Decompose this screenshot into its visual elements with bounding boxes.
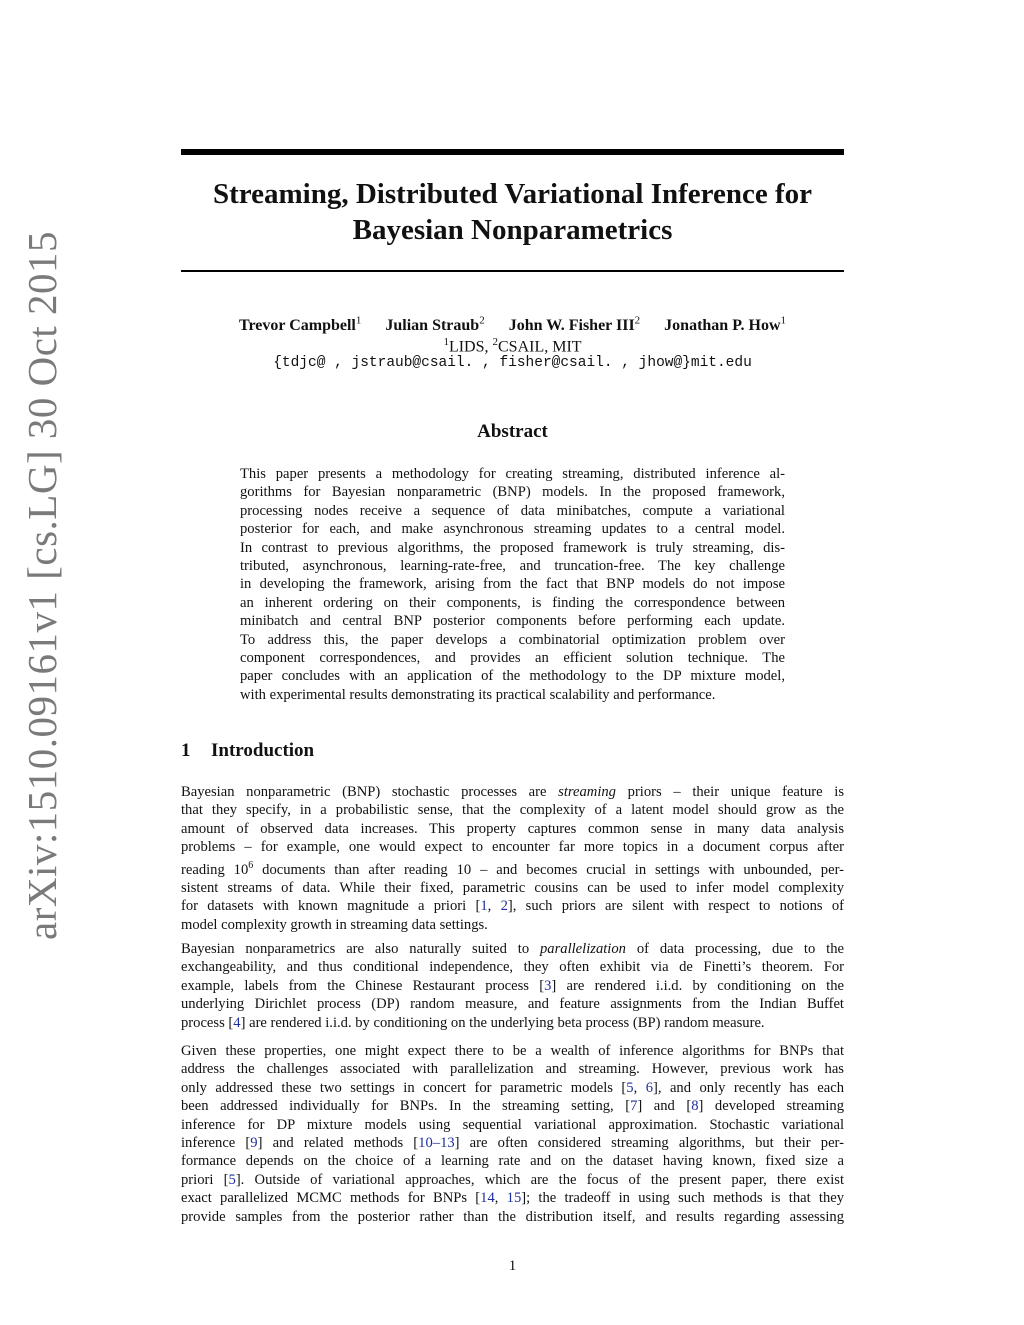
paper-title: [181, 176, 844, 248]
citation-link[interactable]: 2: [500, 898, 508, 915]
author: Jonathan P. How$^1$: [664, 315, 786, 335]
abstract-line: an inherent ordering on their components, is finding the correspondence between: [240, 594, 785, 611]
title-bottom-rule: [181, 270, 844, 272]
citation-link[interactable]: 3: [544, 977, 552, 994]
page-number: 1: [508, 1258, 517, 1274]
title-line: Streaming, Distributed Variational Inference for: [212, 178, 813, 210]
text-line: for datasets with known magnitude a priori [1, 2], such priors are silent with respect to notions of: [181, 898, 845, 915]
citation-link[interactable]: 9: [250, 1135, 258, 1152]
abstract-line: posterior for each, and make asynchronous streaming updates to a central model.: [240, 521, 785, 538]
text-line: Bayesian nonparametric (BNP) stochastic processes are streaming priors – their unique feature is: [181, 784, 844, 800]
author-list: [181, 315, 844, 335]
citation-link[interactable]: 6: [645, 1079, 653, 1096]
citation-link[interactable]: 15: [506, 1190, 522, 1207]
text-line: amount of observed data increases. This property captures common sense in many data analysis: [181, 820, 844, 837]
citation-link[interactable]: 5: [626, 1079, 634, 1096]
abstract-line: tributed, asynchronous, learning-rate-free, and truncation-free. The key challenge: [240, 558, 785, 575]
abstract-line: processing nodes receive a sequence of data minibatches, compute a variational: [240, 502, 785, 519]
author: Trevor Campbell$^1$: [238, 315, 362, 335]
citation-link[interactable]: 14: [480, 1190, 495, 1207]
abstract-line: in developing the framework, arising from the fact that BNP models do not impose: [240, 576, 785, 593]
text-line: inference [9] and related methods [10–13] are often considered streaming algorithms, but their per-: [181, 1135, 844, 1152]
text-line: problems – for example, one would expect to encounter far more topics in a document corpus after: [181, 839, 844, 856]
abstract-line: with experimental results demonstrating its practical scalability and performance.: [240, 686, 716, 703]
abstract-line: In contrast to previous algorithms, the proposed framework is truly streaming, dis-: [240, 539, 785, 556]
text-line: model complexity growth in streaming data settings.: [181, 916, 488, 933]
text-line: example, labels from the Chinese Restaurant process [3] are rendered i.i.d. by conditioning on the: [181, 977, 844, 994]
intro-paragraph-3: [181, 1042, 844, 1226]
text-line: Given these properties, one might expect there to be a wealth of inference algorithms for BNPs that: [181, 1043, 844, 1059]
arxiv-stamp: arXiv:1510.09161v1 [cs.LG] 30 Oct 2015: [19, 230, 65, 940]
abstract-line: To address this, the paper develops a combinatorial optimization problem over: [240, 631, 785, 648]
abstract-line: This paper presents a methodology for creating streaming, distributed inference al-: [240, 466, 785, 482]
text-line: sistent streams of data. While their fixed, parametric cousins can be used to infer model complexity: [181, 879, 844, 896]
text-line: only addressed these two settings in concert for parametric models [5, 6], and only recently has each: [181, 1079, 844, 1096]
citation-link[interactable]: 5: [228, 1171, 236, 1188]
abstract-line: paper concludes with an application of the methodology to the DP mixture model,: [240, 668, 785, 685]
text-line: been addressed individually for BNPs. In the streaming setting, [7] and [8] developed streaming: [181, 1098, 844, 1115]
text-line: reading $10^6$ documents than after reading 10 – and becomes crucial in settings with unbounded, per-: [181, 859, 844, 878]
citation-link[interactable]: 4: [233, 1014, 241, 1031]
text-line: provide samples from the posterior rather than the distribution itself, and results regarding assessing: [181, 1208, 844, 1225]
title-top-rule: [181, 149, 844, 155]
citation-link[interactable]: 10–13: [418, 1135, 455, 1152]
abstract-line: minibatch and central BNP posterior components before performing each update.: [240, 613, 785, 630]
text-line: Bayesian nonparametrics are also naturally suited to parallelization of data processing, due to the: [181, 941, 844, 957]
abstract-heading: Abstract: [477, 421, 548, 442]
citation-link[interactable]: 7: [630, 1098, 638, 1115]
text-line: exact parallelized MCMC methods for BNPs [14, 15]; the tradeoff in using such methods is that they: [181, 1190, 845, 1207]
affiliations: $^1$LIDS, $^2$CSAIL, MIT: [443, 336, 582, 356]
text-line: process [4] are rendered i.i.d. by conditioning on the underlying beta process (BP) random measure.: [181, 1014, 765, 1031]
text-line: exchangeability, and thus conditional independence, they often exhibit via de Finetti’s theorem. For: [181, 959, 844, 976]
abstract-body: [240, 465, 785, 704]
author-emails: {tdjc@ , jstraub@csail. , fisher@csail. , jhow@}mit.edu: [273, 355, 752, 371]
author: John W. Fisher III$^2$: [508, 315, 641, 335]
intro-paragraph-1: [181, 783, 844, 934]
abstract-line: gorithms for Bayesian nonparametric (BNP) models. In the proposed framework,: [240, 484, 785, 501]
title-line: Bayesian Nonparametrics: [352, 214, 673, 246]
intro-paragraph-2: [181, 940, 844, 1032]
citation-link[interactable]: 8: [691, 1098, 699, 1115]
text-line: underlying Dirichlet process (DP) random measure, and feature assignments from the Indian Buffet: [181, 996, 844, 1013]
abstract-line: component correspondences, and provides an efficient solution technique. The: [240, 650, 785, 667]
text-line: priori [5]. Outside of variational approaches, which are the focus of the present paper, there exist: [181, 1171, 844, 1188]
text-line: inference for DP mixture models using sequential variational approximation. Stochastic variational: [181, 1116, 844, 1133]
text-line: that they specify, in a probabilistic sense, that the complexity of a latent model should grow as the: [181, 802, 844, 819]
text-line: formance depends on the choice of a learning rate and on the dataset having known, fixed size a: [181, 1153, 844, 1170]
citation-link[interactable]: 1: [480, 898, 488, 915]
author: Julian Straub$^2$: [385, 315, 485, 335]
section-heading-introduction: 1 Introduction: [181, 740, 315, 761]
text-line: address the challenges associated with parallelization and streaming. However, previous work has: [181, 1061, 844, 1078]
